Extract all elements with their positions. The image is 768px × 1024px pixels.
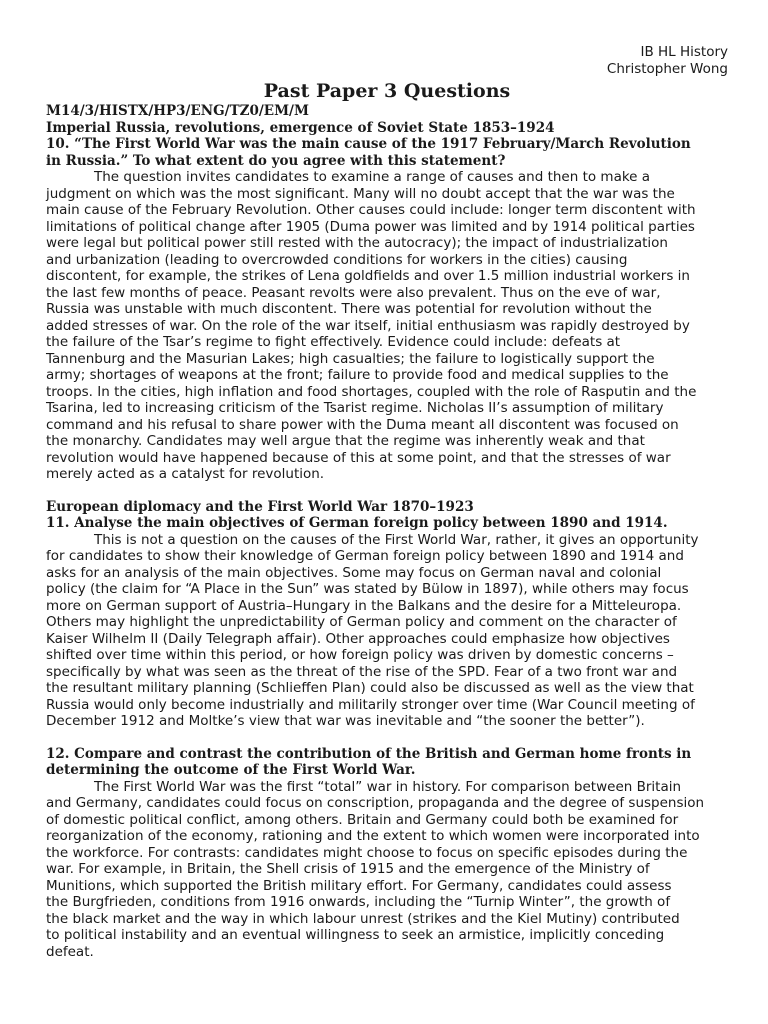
question-text (46, 746, 728, 779)
answer-line: were legal but political power still rested with the autocracy); the impact of industrialization (46, 235, 668, 251)
answer-line: reorganization of the economy, rationing and the extent to which women were incorporated into (46, 828, 700, 844)
document-header (46, 44, 728, 78)
page-title: Past Paper 3 Questions (263, 80, 511, 102)
question-line: 11. Analyse the main objectives of German foreign policy between 1890 and 1914. (46, 515, 668, 531)
answer-line: command and his refusal to share power with the Duma meant all discontent was focused on (46, 416, 679, 433)
question-text (46, 515, 728, 532)
answer-line: defeat. (46, 943, 94, 960)
answer-line: to political instability and an eventual willingness to seek an armistice, implicitly conceding (46, 927, 665, 943)
answer-line: the monarchy. Candidates may well argue that the regime was inherently weak and that (46, 433, 645, 449)
answer-line: shifted over time within this period, or how foreign policy was driven by domestic concerns – (46, 647, 674, 663)
answer-line: limitations of political change after 1905 (Duma power was limited and by 1914 political parties (46, 218, 695, 235)
answer-line: the failure of the Tsar’s regime to fight effectively. Evidence could include: defeats at (46, 334, 621, 350)
answer-line: Tannenburg and the Masurian Lakes; high casualties; the failure to logistically support the (46, 350, 655, 367)
answer-line: army; shortages of weapons at the front; failure to provide food and medical supplies to the (46, 367, 669, 383)
section-topic: European diplomacy and the First World War 1870–1923 (46, 498, 474, 515)
answer-line: war. For example, in Britain, the Shell crisis of 1915 and the emergence of the Ministry of (46, 861, 650, 877)
section-spacer (46, 730, 728, 746)
question-line: 10. “The First World War was the main cause of the 1917 February/March Revolution (46, 136, 691, 152)
answer-line: added stresses of war. On the role of the war itself, initial enthusiasm was rapidly destroyed by (46, 317, 690, 334)
section-spacer (46, 483, 728, 499)
section-home-fronts (46, 746, 728, 961)
answer-line: main cause of the February Revolution. Other causes could include: longer term discontent with (46, 202, 696, 218)
answer-line: and urbanization (leading to overcrowded conditions for workers in the cities) causing (46, 251, 628, 268)
answer-line: Russia would only become industrially and militarily stronger over time (War Council meeting of (46, 696, 695, 713)
answer-line: Others may highlight the unpredictability of German policy and comment on the character of (46, 614, 677, 630)
section-european-diplomacy (46, 499, 728, 730)
course-name: IB HL History (640, 44, 728, 60)
answer-line: more on German support of Austria–Hungary in the Balkans and the desire for a Mitteleuropa. (46, 597, 682, 614)
answer-line: The First World War was the first “total” war in history. For comparison between Britain (94, 778, 682, 795)
answer-line: the workforce. For contrasts: candidates might choose to focus on specific episodes during the (46, 844, 688, 861)
answer-line: and Germany, candidates could focus on conscription, propaganda and the degree of suspension (46, 795, 705, 811)
answer-line: merely acted as a catalyst for revolution. (46, 466, 325, 482)
answer-line: judgment on which was the most significant. Many will no doubt accept that the war was the (46, 185, 675, 202)
question-line: 12. Compare and contrast the contribution of the British and German home fronts in (46, 745, 692, 762)
answer-line: specifically by what was seen as the threat of the rise of the SPD. Fear of a two front war and (46, 663, 678, 680)
answer-line: the Burgfrieden, conditions from 1916 onwards, including the “Turnip Winter”, the growth of (46, 894, 671, 910)
question-line: determining the outcome of the First World War. (46, 762, 416, 778)
answer-line: Tsarina, led to increasing criticism of the Tsarist regime. Nicholas II’s assumption of military (46, 400, 664, 416)
answer-paragraph (46, 532, 728, 730)
answer-line: the last few months of peace. Peasant revolts were also prevalent. Thus on the eve of war, (46, 284, 661, 301)
answer-line: asks for an analysis of the main objectives. Some may focus on German naval and colonial (46, 564, 662, 581)
paper-code: M14/3/HISTX/HP3/ENG/TZ0/EM/M (46, 103, 309, 119)
answer-line: Munitions, which supported the British military effort. For Germany, candidates could assess (46, 877, 672, 894)
answer-line: of domestic political conflict, among others. Britain and Germany could both be examined for (46, 811, 679, 828)
answer-line: for candidates to show their knowledge of German foreign policy between 1890 and 1914 and (46, 548, 684, 564)
section-russia (46, 120, 728, 483)
answer-line: revolution would have happened because of this at some point, and that the stresses of war (46, 449, 671, 466)
answer-line: discontent, for example, the strikes of Lena goldfields and over 1.5 million industrial workers in (46, 268, 690, 284)
answer-line: troops. In the cities, high inflation and food shortages, coupled with the role of Rasputin and the (46, 383, 697, 400)
answer-line: This is not a question on the causes of the First World War, rather, it gives an opportunity (94, 531, 699, 548)
answer-line: the black market and the way in which labour unrest (strikes and the Kiel Mutiny) contributed (46, 910, 680, 927)
author-name: Christopher Wong (606, 61, 728, 77)
answer-line: Russia was unstable with much discontent. There was potential for revolution without the (46, 301, 652, 317)
question-text (46, 136, 728, 169)
document-page (46, 44, 728, 960)
answer-line: the resultant military planning (Schlieffen Plan) could also be discussed as well as the view that (46, 680, 694, 696)
answer-line: December 1912 and Moltke’s view that war was inevitable and “the sooner the better”). (46, 713, 645, 729)
answer-line: The question invites candidates to examine a range of causes and then to make a (94, 169, 651, 185)
question-line: in Russia.” To what extent do you agree with this statement? (46, 152, 506, 169)
answer-paragraph (46, 169, 728, 483)
answer-line: Kaiser Wilhelm II (Daily Telegraph affair). Other approaches could emphasize how objectives (46, 630, 670, 647)
answer-line: policy (the claim for “A Place in the Sun” was stated by Bülow in 1897), while others may focus (46, 581, 689, 597)
section-topic: Imperial Russia, revolutions, emergence of Soviet State 1853–1924 (46, 119, 555, 136)
answer-paragraph (46, 779, 728, 961)
